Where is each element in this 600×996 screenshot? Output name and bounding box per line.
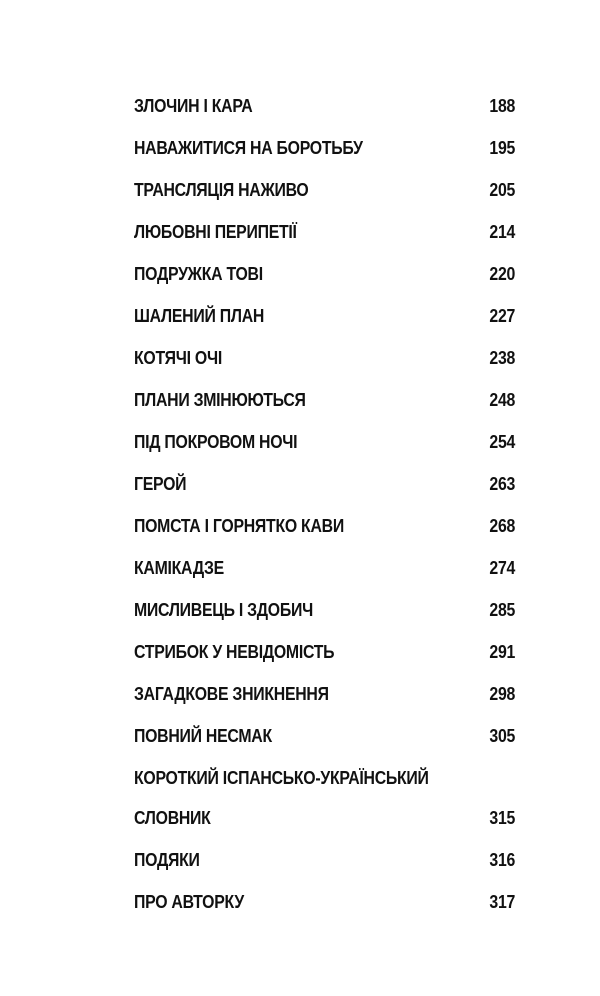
toc-entry xyxy=(134,718,515,760)
toc-entry-page: 254 xyxy=(489,432,516,452)
toc-entry-title: СТРИБОК У НЕВІДОМІСТЬ xyxy=(134,642,335,662)
toc-entry xyxy=(134,340,515,382)
toc-entry-thanks xyxy=(134,842,515,884)
toc-entry xyxy=(134,424,515,466)
toc-entry-page: 238 xyxy=(489,348,516,368)
toc-entry xyxy=(134,172,515,214)
toc-entry xyxy=(134,466,515,508)
table-of-contents xyxy=(134,88,515,926)
toc-entry-title: ПІД ПОКРОВОМ НОЧІ xyxy=(134,432,298,452)
toc-entry-title: ПОДЯКИ xyxy=(134,850,200,870)
toc-entry-title: ЗАГАДКОВЕ ЗНИКНЕННЯ xyxy=(134,684,329,704)
toc-entry-page: 248 xyxy=(489,390,516,410)
toc-entry-page: 285 xyxy=(489,600,516,620)
toc-entry-title: ПОДРУЖКА ТОВІ xyxy=(134,264,263,284)
toc-entry xyxy=(134,592,515,634)
toc-entry xyxy=(134,214,515,256)
toc-entry-title: ЗЛОЧИН І КАРА xyxy=(134,96,253,116)
toc-entry-title: КАМІКАДЗЕ xyxy=(134,558,224,578)
toc-entry-page: 263 xyxy=(489,474,516,494)
toc-entry-title: ГЕРОЙ xyxy=(134,474,187,494)
toc-entry-title: ПОМСТА І ГОРНЯТКО КАВИ xyxy=(134,516,344,536)
toc-entry xyxy=(134,130,515,172)
toc-entry-author xyxy=(134,884,515,926)
toc-entry xyxy=(134,382,515,424)
toc-entry xyxy=(134,298,515,340)
toc-entry xyxy=(134,676,515,718)
toc-entry-title: ШАЛЕНИЙ ПЛАН xyxy=(134,306,265,326)
toc-entry-page: 220 xyxy=(489,264,516,284)
toc-entry xyxy=(134,256,515,298)
toc-entry-page: 227 xyxy=(489,306,516,326)
toc-entry-page: 298 xyxy=(489,684,516,704)
toc-entry-page: 317 xyxy=(489,892,516,912)
toc-entry xyxy=(134,88,515,130)
toc-entry-title: МИСЛИВЕЦЬ І ЗДОБИЧ xyxy=(134,600,313,620)
toc-entry-page: 205 xyxy=(489,180,516,200)
toc-entry-page: 214 xyxy=(489,222,516,242)
toc-entry-title: ПРО АВТОРКУ xyxy=(134,892,244,912)
toc-entry-title: ТРАНСЛЯЦІЯ НАЖИВО xyxy=(134,180,309,200)
toc-entry xyxy=(134,634,515,676)
toc-entry xyxy=(134,508,515,550)
toc-entry-title: СЛОВНИК xyxy=(134,808,211,828)
toc-entry-glossary-line1 xyxy=(134,760,515,800)
toc-entry-page: 316 xyxy=(489,850,516,870)
toc-entry xyxy=(134,550,515,592)
toc-entry-title: ПОВНИЙ НЕСМАК xyxy=(134,726,272,746)
toc-entry-title: ЛЮБОВНІ ПЕРИПЕТІЇ xyxy=(134,222,297,242)
toc-entry-title: ПЛАНИ ЗМІНЮЮТЬСЯ xyxy=(134,390,306,410)
toc-entry-glossary xyxy=(134,800,515,842)
toc-entry-title: НАВАЖИТИСЯ НА БОРОТЬБУ xyxy=(134,138,363,158)
toc-entry-title: КОРОТКИЙ ІСПАНСЬКО-УКРАЇНСЬКИЙ xyxy=(134,768,429,788)
toc-entry-page: 268 xyxy=(489,516,516,536)
toc-entry-title: КОТЯЧІ ОЧІ xyxy=(134,348,222,368)
toc-entry-page: 195 xyxy=(489,138,516,158)
toc-entry-page: 291 xyxy=(489,642,516,662)
toc-entry-page: 305 xyxy=(489,726,516,746)
toc-entry-page: 274 xyxy=(489,558,516,578)
toc-entry-page: 315 xyxy=(489,808,516,828)
toc-entry-page: 188 xyxy=(489,96,516,116)
